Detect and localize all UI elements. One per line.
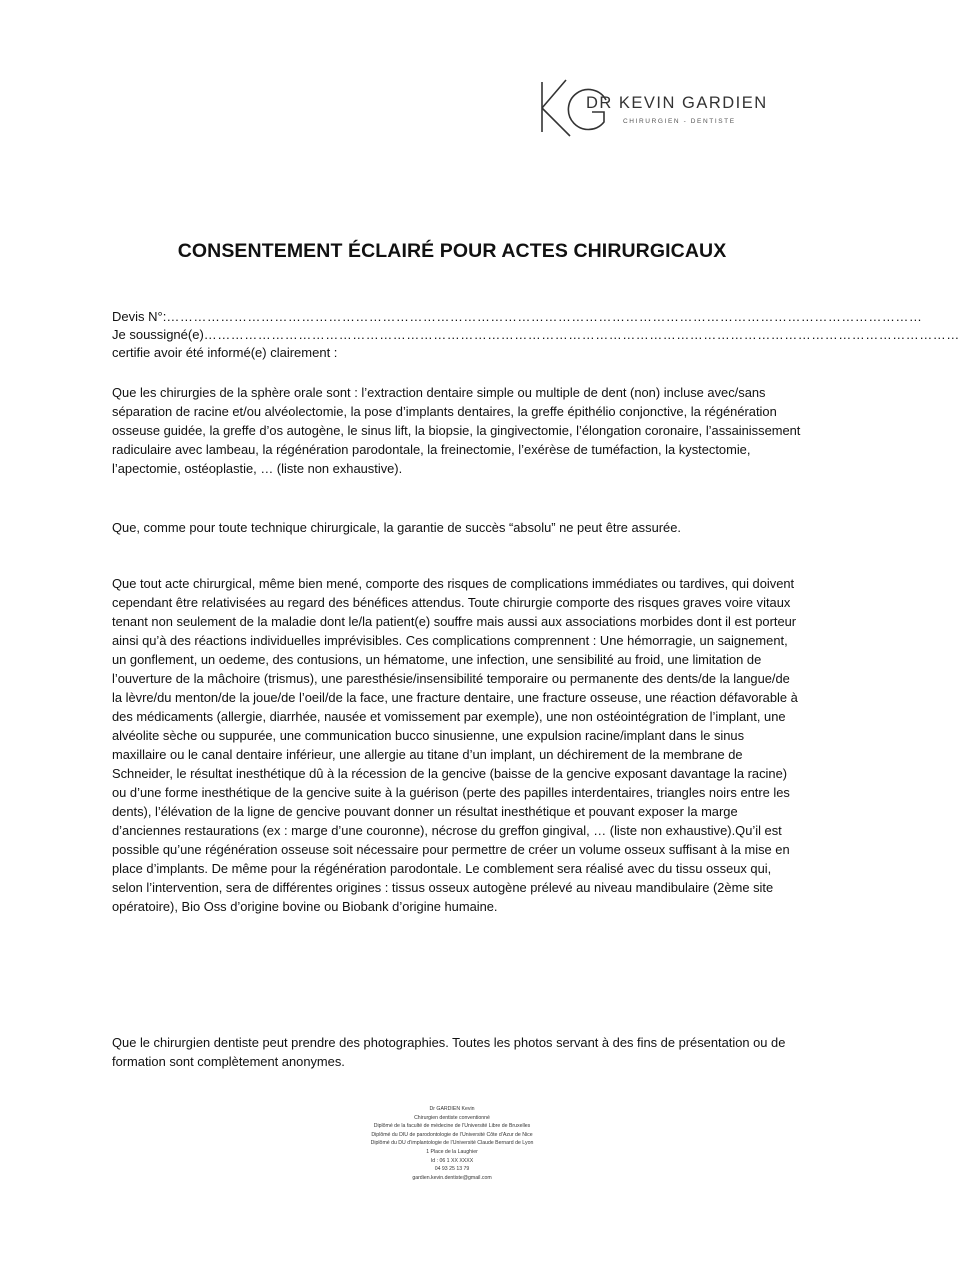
document-title: CONSENTEMENT ÉCLAIRÉ POUR ACTES CHIRURGICAUX bbox=[177, 240, 727, 262]
paragraph-surgeries: Que les chirurgies de la sphère orale sont : l’extraction dentaire simple ou multiple de dent (non) incluse avec/sans séparation de racine et/ou alvéolectomie, la pose d’implants dentaires, la greffe épithélio conjonctive, la régénération osseuse guidée, la greffe d’os autogène, le sinus lift, la biopsie, la gingivectomie, l’élongation coronaire, l’assainissement radiculaire avec lambeau, la régénération parodontale, la freinectomie, l’exérèse de tuméfaction, la kystectomie, l’apectomie, ostéoplastie, … (liste non exhaustive). bbox=[112, 385, 801, 476]
footer-line: Chirurgien dentiste conventionné bbox=[414, 1114, 490, 1121]
soussigne-field[interactable] bbox=[112, 326, 960, 344]
soussigne-label: Je soussigné(e) bbox=[112, 327, 204, 342]
footer-line: Id : 06 1 XX XXXX bbox=[430, 1157, 474, 1164]
footer-line: 1 Place de la Laughier bbox=[426, 1148, 478, 1155]
footer-line: Diplômé de la faculté de médecine de l’Université Libre de Bruxelles bbox=[373, 1123, 531, 1130]
footer-line: Diplômé du DIU de parodontologie de l’Université Côte d’Azur de Nice bbox=[371, 1131, 533, 1138]
paragraph-risks: Que tout acte chirurgical, même bien mené, comporte des risques de complications immédiates ou tardives, qui doivent cependant être relativisées au regard des bénéfices attendus. Toute chirurgie comporte des risques graves voire vitaux tenant non seulement de la maladie dont le/la patient(e) souffre mais aussi aux associations morbides dont il est porteur ainsi qu’à des réactions individuelles imprévisibles. Ces complications comprennent : Une hémorragie, un saignement, un gonflement, un oedeme, des contusions, un hématome, une infection, une sensibilité au froid, une limitation de l’ouverture de la mâchoire (trismus), une paresthésie/insensibilité temporaire ou permanente des dents/de la langue/de la lèvre/du menton/de la joue/de l’oeil/de la face, une fracture dentaire, une fracture osseuse, une réaction défavorable à des médicaments (allergie, diarrhée, nausée et vomissement par exemple), une non ostéointégration de l’implant, une alvéolite sèche ou suppurée, une communication bucco sinusienne, une expulsion racine/implant dans le sinus maxillaire ou le canal dentaire inférieur, une allergie au titane d’un implant, un déchirement de la membrane de Schneider, le résultat inesthétique dû à la récession de la gencive (baisse de la gencive exposant davantage la racine) ou d’une forme inesthétique de la gencive suite à la guérison (perte des papilles interdentaires, triangles noirs entre les dents), l’élévation de la ligne de gencive pouvant donner un résultat inesthétique et pouvant exposer la marge d’anciennes restaurations (ex : marge d’une couronne), nécrose du greffon gingival, … (liste non exhaustive).Qu’il est possible qu’une régénération osseuse soit nécessaire pour permettre de créer un volume osseux suffisant à la mise en place d’implants. De même pour la régénération parodontale. Le comblement sera réalisé avec du tissu osseux qui, selon l’intervention, sera de différentes origines : tissus osseux autogène prélevé au niveau mandibulaire (2ème site opératoire), Bio Oss d’origine bovine ou Biobank d’origine humaine. bbox=[112, 576, 798, 914]
footer-line: gardien.kevin.dentiste@gmail.com bbox=[412, 1174, 492, 1181]
paragraph-guarantee: Que, comme pour toute technique chirurgicale, la garantie de succès “absolu” ne peut être assurée. bbox=[112, 520, 681, 535]
devis-field[interactable] bbox=[112, 308, 923, 326]
footer-line: 04 93 25 13 79 bbox=[434, 1166, 470, 1173]
devis-dotted-line: …………………………………………………………………………………………………………………………………………………… bbox=[166, 309, 923, 324]
certifie-text: certifie avoir été informé(e) clairement : bbox=[112, 345, 338, 360]
footer-line: Diplômé du DU d’implantologie de l’Université Claude Bernard de Lyon bbox=[370, 1140, 534, 1147]
practice-name: DR KEVIN GARDIEN bbox=[586, 94, 768, 112]
soussigne-dotted-line: …………………………………………………………………………………………………………………………………………………… bbox=[203, 327, 960, 342]
paragraph-photos: Que le chirurgien dentiste peut prendre des photographies. Toutes les photos servant à des fins de présentation ou de formation sont complètement anonymes. bbox=[112, 1035, 786, 1069]
practice-subtitle: CHIRURGIEN - DENTISTE bbox=[623, 118, 736, 125]
footer-line: Dr GARDIEN Kevin bbox=[429, 1106, 475, 1112]
footer-contact-block bbox=[252, 1105, 652, 1182]
devis-label: Devis N°: bbox=[112, 309, 167, 324]
practice-logo bbox=[536, 78, 766, 140]
